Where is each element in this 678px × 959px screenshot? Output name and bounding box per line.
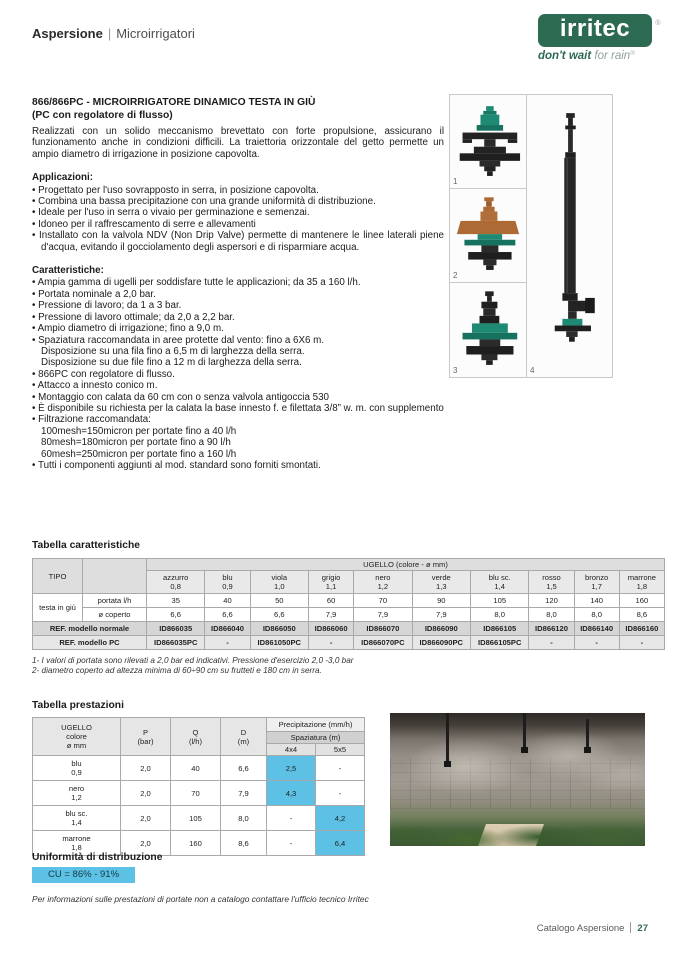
value-cell: 8,6 — [221, 831, 267, 856]
empty-header — [83, 559, 147, 594]
value-cell: 8,6 — [619, 608, 664, 622]
value-cell: - — [574, 636, 619, 650]
flow-rate-label: portata l/h — [83, 594, 147, 608]
performance-row — [33, 756, 365, 781]
product-photo-1 — [449, 94, 527, 189]
product-photo-2 — [449, 188, 527, 283]
value-cell: ID866105PC — [471, 636, 529, 650]
value-cell: ID866035PC — [147, 636, 205, 650]
value-cell: 7,9 — [354, 608, 412, 622]
value-cell: ID866105 — [471, 622, 529, 636]
greenhouse-photo — [390, 713, 645, 846]
value-cell: ID866050 — [250, 622, 308, 636]
nozzle-color-header: nero 1,2 — [354, 571, 412, 594]
bullet-item: • Combina una bassa precipitazione con una grande uniformità di distribuzione. — [32, 196, 376, 208]
hanging-sprinkler — [446, 713, 449, 761]
bullet-item: • Ampio diametro di irrigazione; fino a 9,0 m. — [32, 323, 224, 335]
nozzle-color-header: bronzo 1,7 — [574, 571, 619, 594]
bullet-item: • Filtrazione raccomandata: — [32, 414, 151, 426]
value-cell: 8,0 — [471, 608, 529, 622]
bullet-subline: 100mesh=150micron per portate fino a 40 l/h — [41, 425, 237, 437]
bullet-item: • Installato con la valvola NDV (Non Drip Valve) permette di mantenere le linee laterali piene d'acqua, evitando il gocciolamento degli aspersori e di risparmiare acqua. — [32, 230, 444, 253]
row-group-label: testa in giù — [33, 594, 83, 622]
page-footer — [537, 922, 648, 934]
uniformity-section — [32, 852, 162, 883]
microsprinkler-brown-rotor-image — [455, 194, 521, 278]
bullet-item: • Ideale per l'uso in serra o vivaio per germinazione e semenzai. — [32, 207, 310, 219]
footer-divider — [630, 922, 631, 933]
value-cell: 7,9 — [309, 608, 354, 622]
bullet-item: • Portata nominale a 2,0 bar. — [32, 288, 156, 300]
value-cell: 2,0 — [121, 781, 171, 806]
product-text-column — [32, 96, 444, 471]
value-cell: 160 — [171, 831, 221, 856]
diameter-column-header: D (m) — [221, 718, 267, 756]
bullet-item: • 866PC con regolatore di flusso. — [32, 368, 175, 380]
value-cell: 2,0 — [121, 831, 171, 856]
tagline-light: for rain — [594, 50, 631, 62]
photo-number-label: 3 — [453, 366, 458, 375]
bullet-item: • Ampia gamma di ugelli per soddisfare tutte le applicazioni; da 35 a 160 l/h. — [32, 277, 361, 289]
ref-pc-row — [33, 636, 665, 650]
value-cell: 105 — [171, 806, 221, 831]
characteristics-table — [32, 558, 665, 650]
cu-value-badge: CU = 86% - 91% — [32, 867, 135, 883]
nozzle-column-header — [33, 718, 121, 756]
photo-plants — [390, 820, 645, 846]
table-header-row — [33, 559, 665, 571]
nozzle-label: blu sc. 1,4 — [33, 806, 121, 831]
ref-pc-label: REF. modello PC — [33, 636, 147, 650]
footnote-1: 1- I valori di portata sono rilevati a 2,0 bar ed indicativi. Pressione d'esercizio 2,0 -3,0 bar — [32, 656, 354, 665]
nozzle-color-header: verde 1,3 — [412, 571, 470, 594]
value-cell: ID866060 — [309, 622, 354, 636]
value-cell: - — [267, 806, 316, 831]
value-cell: 6,6 — [147, 608, 205, 622]
nozzle-color-header: blu sc. 1,4 — [471, 571, 529, 594]
value-cell: 6,4 — [316, 831, 365, 856]
photo-number-label: 1 — [453, 177, 458, 186]
subsection-title: Microirrigatori — [116, 26, 195, 41]
value-cell: 8,0 — [574, 608, 619, 622]
value-cell: ID866070PC — [354, 636, 412, 650]
value-cell: 40 — [171, 756, 221, 781]
covered-diameter-label: ø coperto — [83, 608, 147, 622]
bullet-item: • Attacco a innesto conico m. — [32, 380, 158, 392]
value-cell: 50 — [250, 594, 308, 608]
value-cell: ID866070 — [354, 622, 412, 636]
spacing-4x4-header: 4x4 — [267, 744, 316, 756]
value-cell: 70 — [171, 781, 221, 806]
logo-tagline — [538, 50, 652, 62]
footer-label: Catalogo Aspersione — [536, 923, 625, 934]
contact-note: Per informazioni sulle prestazioni di portate non a catalogo contattare l'ufficio tecnico Irritec — [32, 894, 369, 904]
value-cell: 2,5 — [267, 756, 316, 781]
bullet-item: • Montaggio con calata da 60 cm con o senza valvola antigoccia 530 — [32, 391, 329, 403]
performance-row — [33, 781, 365, 806]
product-description: Realizzati con un solido meccanismo brevettato con forte propulsione, assicurano il funzionamento anche in condizioni difficili. La traiettoria orizzontale del getto permette un ampio diametro di irrigazione in posizione capovolta. — [32, 126, 444, 160]
value-cell: - — [619, 636, 664, 650]
features-list — [32, 277, 444, 471]
bullet-item: • Pressione di lavoro; da 1 a 3 bar. — [32, 300, 182, 312]
bullet-item: • Idoneo per il raffrescamento di serre e allevamenti — [32, 218, 256, 230]
photo-number-label: 4 — [530, 366, 535, 375]
value-cell: 2,0 — [121, 806, 171, 831]
bullet-item: • È disponibile su richiesta per la calata la base innesto f. e filettata 3/8” w. m. con supplemento — [32, 402, 444, 414]
tipo-header: TIPO — [33, 559, 83, 594]
value-cell: ID866140 — [574, 622, 619, 636]
tagline-bold: don't wait — [538, 50, 592, 62]
ref-normal-row — [33, 622, 665, 636]
nozzle-color-header: marrone 1,8 — [619, 571, 664, 594]
value-cell: 70 — [354, 594, 412, 608]
bullet-subline: 80mesh=180micron per portate fino a 90 l/h — [41, 437, 231, 449]
value-cell: - — [309, 636, 354, 650]
value-cell: - — [529, 636, 574, 650]
header-separator: | — [107, 26, 112, 41]
bullet-item: • Progettato per l'uso sovrapposto in serra, in posizione capovolta. — [32, 184, 319, 196]
sprinkler-with-drop-tube-image — [530, 108, 610, 364]
nozzle-label: nero 1,2 — [33, 781, 121, 806]
performance-table — [32, 717, 365, 856]
value-cell: 7,9 — [221, 781, 267, 806]
nozzle-header-line1: UGELLO — [61, 723, 92, 732]
features-heading: Caratteristiche: — [32, 265, 104, 277]
value-cell: ID866090 — [412, 622, 470, 636]
registered-mark: ® — [655, 20, 661, 27]
product-title-line1: 866/866PC - MICROIRRIGATORE DINAMICO TESTA IN GIÙ — [32, 97, 316, 108]
nozzle-group-header: UGELLO (colore - ø mm) — [147, 559, 665, 571]
microsprinkler-upright-image — [455, 102, 521, 182]
applications-list — [32, 185, 444, 253]
value-cell: 35 — [147, 594, 205, 608]
hanging-sprinkler — [586, 719, 589, 747]
value-cell: 8,0 — [529, 608, 574, 622]
value-cell: ID866040 — [205, 622, 250, 636]
bullet-item: • Spaziatura raccomandata in aree protette dal vento: fino a 6X6 m. — [32, 334, 325, 346]
characteristics-table-title: Tabella caratteristiche — [32, 540, 140, 551]
value-cell: ID866160 — [619, 622, 664, 636]
nozzle-color-header: grigio 1,1 — [309, 571, 354, 594]
bullet-item: • Tutti i componenti aggiunti al mod. standard sono forniti smontati. — [32, 459, 321, 471]
pressure-column-header: P (bar) — [121, 718, 171, 756]
value-cell: ID866090PC — [412, 636, 470, 650]
value-cell: 4,3 — [267, 781, 316, 806]
product-photo-4 — [526, 94, 613, 378]
value-cell: - — [267, 831, 316, 856]
bullet-subline: Disposizione su due file fino a 12 m di larghezza della serra. — [41, 357, 302, 369]
microsprinkler-with-valve-image — [455, 288, 521, 372]
performance-row — [33, 806, 365, 831]
value-cell: 4,2 — [316, 806, 365, 831]
performance-table-body — [33, 756, 365, 856]
value-cell: 60 — [309, 594, 354, 608]
nozzle-color-header: rosso 1,5 — [529, 571, 574, 594]
logo-wordmark — [538, 14, 661, 47]
value-cell: 6,6 — [221, 756, 267, 781]
performance-header-row-1 — [33, 718, 365, 732]
bullet-item: • Pressione di lavoro ottimale; da 2,0 a 2,2 bar. — [32, 311, 235, 323]
footnote-2: 2- diametro coperto ad altezza minima di 60÷90 cm su frutteti e 180 cm in serra. — [32, 666, 322, 675]
nozzle-color-header: azzurro 0,8 — [147, 571, 205, 594]
table-footnotes — [32, 656, 665, 676]
value-cell: 40 — [205, 594, 250, 608]
flow-column-header: Q (l/h) — [171, 718, 221, 756]
applications-heading: Applicazioni: — [32, 172, 93, 184]
value-cell: 120 — [529, 594, 574, 608]
spacing-5x5-header: 5x5 — [316, 744, 365, 756]
value-cell: - — [205, 636, 250, 650]
nozzle-label: blu 0,9 — [33, 756, 121, 781]
covered-diameter-row — [33, 608, 665, 622]
value-cell: 2,0 — [121, 756, 171, 781]
photo-number-label: 2 — [453, 271, 458, 280]
section-title: Aspersione — [32, 26, 103, 41]
ref-normal-label: REF. modello normale — [33, 622, 147, 636]
product-photo-grid — [450, 95, 613, 378]
value-cell: ID861050PC — [250, 636, 308, 650]
value-cell: 140 — [574, 594, 619, 608]
bullet-subline: Disposizione su una fila fino a 6,5 m di larghezza della serra. — [41, 345, 305, 357]
precipitation-header: Precipitazione (mm/h) — [267, 718, 365, 732]
value-cell: - — [316, 756, 365, 781]
value-cell: ID866120 — [529, 622, 574, 636]
value-cell: 8,0 — [221, 806, 267, 831]
value-cell: 6,6 — [250, 608, 308, 622]
performance-section — [32, 700, 365, 856]
nozzle-label: marrone 1,8 — [33, 831, 121, 856]
value-cell: 90 — [412, 594, 470, 608]
nozzle-color-header: blu 0,9 — [205, 571, 250, 594]
tagline-registered-mark: ® — [630, 50, 635, 57]
logo-brand-text: irritec — [559, 15, 631, 42]
hanging-sprinkler — [523, 713, 526, 747]
nozzle-header-line3: ø mm — [66, 741, 87, 750]
characteristics-section — [32, 540, 665, 676]
value-cell: ID866035 — [147, 622, 205, 636]
irritec-logo — [538, 14, 661, 62]
product-title-line2: (PC con regolatore di flusso) — [32, 110, 173, 121]
product-title — [32, 96, 444, 122]
performance-table-title: Tabella prestazioni — [32, 700, 124, 711]
nozzle-header-line2: colore — [66, 732, 87, 741]
value-cell: 105 — [471, 594, 529, 608]
value-cell: 7,9 — [412, 608, 470, 622]
page-number: 27 — [637, 923, 648, 934]
uniformity-title: Uniformità di distribuzione — [32, 852, 163, 863]
page-header — [32, 26, 195, 41]
nozzle-color-header: viola 1,0 — [250, 571, 308, 594]
value-cell: 6,6 — [205, 608, 250, 622]
product-photo-3 — [449, 282, 527, 378]
value-cell: - — [316, 781, 365, 806]
flow-rate-row — [33, 594, 665, 608]
value-cell: 160 — [619, 594, 664, 608]
spacing-header: Spaziatura (m) — [267, 732, 365, 744]
bullet-subline: 60mesh=250micron per portate fino a 160 l/h — [41, 448, 237, 460]
